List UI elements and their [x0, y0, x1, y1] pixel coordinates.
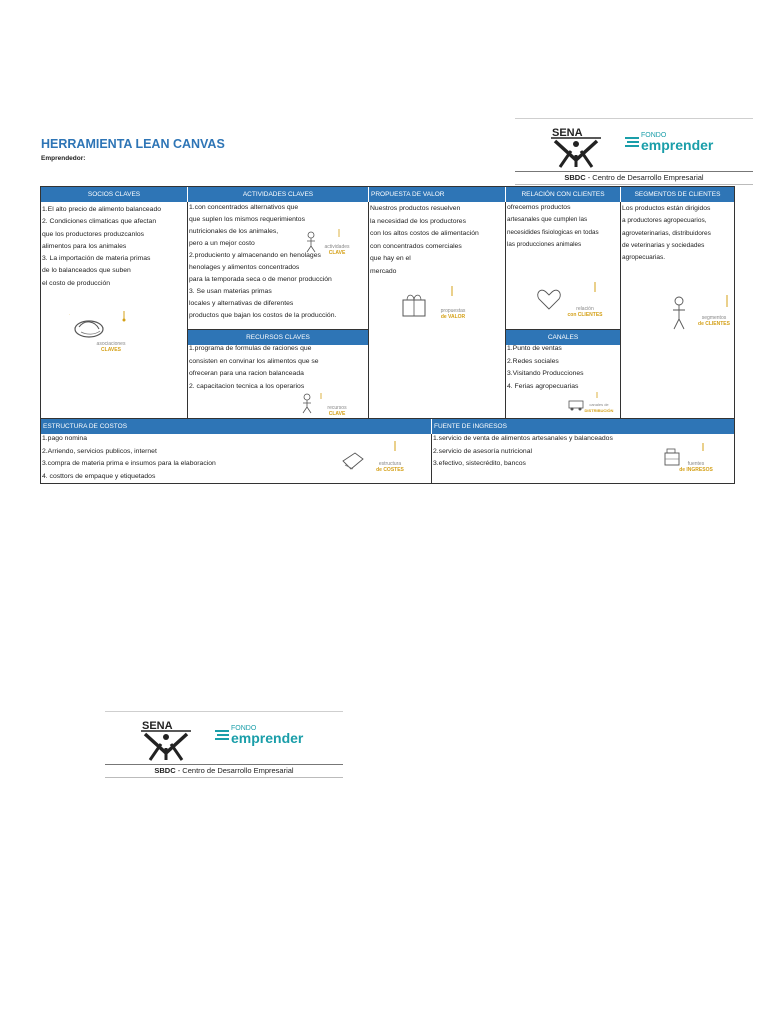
relacion-clientes-header: RELACIÓN CON CLIENTES [506, 187, 621, 202]
segmentos-clientes-caption: segmentos de CLIENTES [698, 315, 730, 327]
estructura-costos-caption: estructura de COSTES [376, 461, 404, 473]
actividades-claves-header: ACTIVIDADES CLAVES [188, 187, 369, 202]
sena-fondo-emprender-logo-bottom [105, 711, 343, 778]
propuesta-valor-text: Nuestros productos resuelven la necesidad de los productores con los altos costos de alimentación con concentrados comerciales que hay en el mercado [370, 205, 479, 275]
sena-wordmark: SENA [552, 127, 583, 139]
emprender-mark-icon [625, 138, 639, 146]
logo-footer: SBDC - Centro de Desarrollo Empresarial [105, 764, 343, 776]
sena-fondo-emprender-logo [515, 118, 753, 185]
fuente-ingresos-caption: fuentes de INGRESOS [679, 461, 713, 473]
recursos-claves-header: RECURSOS CLAVES [188, 330, 368, 345]
entrepreneur-label: Emprendedor: [41, 155, 86, 162]
fondo-wordmark: FONDO [641, 132, 667, 139]
asociaciones-claves-caption: asociaciones CLAVES [96, 341, 126, 353]
page-title: HERRAMIENTA LEAN CANVAS [41, 137, 225, 151]
relacion-clientes-caption: relación con CLIENTES [567, 306, 603, 318]
emprender-mark-icon [215, 731, 229, 739]
actividades-claves-text: 1.con concentrados alternativos que que suplen los mismos requerimientos nutricionales de los animales, pero a un mejor costo 2.produciento y almacenando en henolages henolages y alimentos concentrados para la temporada seca o de menor producción 3. Se usan materias primas locales y alternativas de diferentes productos que bajan los costos de la producción. [189, 204, 337, 319]
recursos-claves-caption: recursos CLAVE [327, 405, 347, 417]
canales-caption: canales de DISTRIBUCIÓN [584, 402, 614, 413]
segmentos-clientes-text: Los productos están dirigidos a productores agropecuarios, agroveterinarias, distribuidores de veterinarias y sociedades agropecuarias. [622, 205, 711, 262]
propuesta-valor-header: PROPUESTA DE VALOR [369, 187, 506, 202]
segmentos-clientes-header: SEGMENTOS DE CLIENTES [621, 187, 734, 202]
estructura-costos-header: ESTRUCTURA DE COSTOS [41, 419, 432, 434]
actividades-claves-caption: actividades CLAVE [324, 244, 350, 256]
socios-claves-text: 1.El alto precio de alimento balanceado 2. Condiciones climaticas que afectan que los productores produzcanlos alimentos para los animales 3. La importación de materia primas de lo balanceados que suben el costo de producción [42, 206, 162, 287]
relacion-clientes-text: ofrecemos productos artesanales que cumplen las necesidides fisiologicas en todas las producciones animales [507, 204, 599, 249]
fuente-ingresos-header: FUENTE DE INGRESOS [432, 419, 734, 434]
canales-header: CANALES [506, 330, 620, 345]
sena-emprender-logo-icon [515, 119, 753, 171]
svg-text:·: · [69, 312, 71, 317]
canales-text: 1.Punto de ventas 2.Redes sociales 3.Visitando Producciones 4. Ferias agropecuarias [507, 345, 584, 390]
sena-wordmark: SENA [142, 720, 173, 732]
emprender-wordmark: emprender [641, 137, 714, 153]
fuente-ingresos-text: 1.servicio de venta de alimentos artesanales y balanceados 2.servicio de asesoría nutricional 3.efectivo, sistecrédito, bancos [433, 435, 613, 468]
estructura-costos-text: 1.pago nomina 2.Arriendo, servicios publicos, internet 3.compra de materia prima e insumos para la elaboracion 4. costtors de empaque y etiquetados [42, 435, 216, 480]
emprender-wordmark: emprender [231, 730, 304, 746]
customer-segment-icon [665, 291, 735, 335]
logo-footer: SBDC - Centro de Desarrollo Empresarial [515, 171, 753, 183]
lean-canvas-table [40, 186, 735, 484]
propuesta-valor-caption: propuestas de VALOR [440, 308, 466, 320]
fondo-wordmark: FONDO [231, 725, 257, 732]
recursos-claves-text: 1.programa de formulas de raciones que consisten en convinar los alimentos que se ofreceran para una racion balanceada 2. capacitacion tecnica a los operarios [189, 345, 319, 390]
socios-claves-header: SOCIOS CLAVES [41, 187, 188, 202]
sena-emprender-logo-icon [105, 712, 343, 764]
